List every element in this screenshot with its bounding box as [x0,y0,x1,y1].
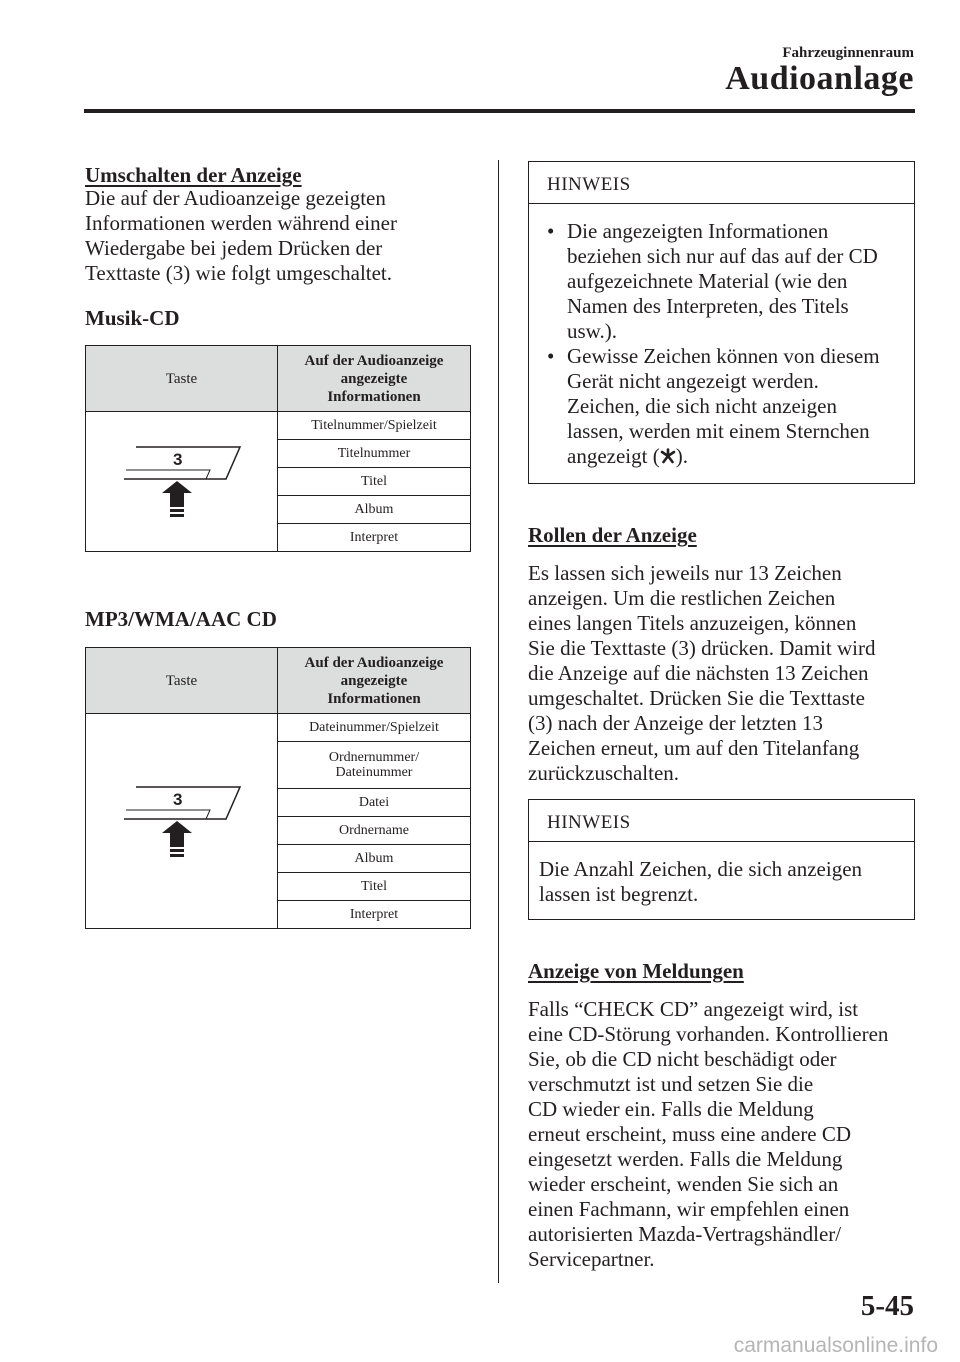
messages-paragraph: Falls “CHECK CD” angezeigt wird, ist eine CD-Störung vorhanden. Kontrollieren Sie, ob die CD nicht beschädigt oder verschmutzt ist und setzen Sie die CD wieder ein. Falls die Meldung erneut erscheint, muss eine andere CD eingesetzt werden. Falls die Meldung wieder erscheint, wenden Sie sich an einen Fachmann, wir empfehlen einen autorisierten Mazda-Vertragshändler/ Servicepartner. [528,997,889,1271]
note-title: HINWEIS [547,812,631,833]
bullet-dot: • [547,344,555,368]
note-box-1 [528,161,915,484]
col-header-key: Taste [86,648,278,714]
scroll-paragraph: Es lassen sich jeweils nur 13 Zeichen anzeigen. Um die restlichen Zeichen eines langen Titels anzuzeigen, können Sie die Texttaste (3) drücken. Damit wird die Anzeige auf die nächsten 13 Zeichen umgeschaltet. Drücken Sie die Texttaste (3) nach der Anzeige der letzten 13 Zeichen erneut, um auf den Titelanfang zurückzuschalten. [528,561,876,785]
text-button-cell [86,412,278,552]
note-separator [529,841,914,842]
display-option: Ordnernummer/ Dateinummer [278,742,471,789]
asterisk-icon [660,448,676,464]
bullet-dot: • [547,219,555,243]
header-rule [84,109,915,113]
section-title: Fahrzeuginnenraum [782,45,914,61]
watermark: carmanualsonline.info [733,1334,938,1357]
display-option: Titel [278,873,471,901]
page-number: 5-45 [860,1290,914,1322]
text-button-3-icon [122,439,242,519]
musik-cd-table [85,345,471,552]
mp3-cd-title: MP3/WMA/AAC CD [85,607,277,631]
text-button-3-icon [122,779,242,859]
text-button-cell [86,714,278,929]
display-option: Interpret [278,524,471,552]
heading-display-switch: Umschalten der Anzeige [85,163,302,187]
mp3-cd-table [85,647,471,929]
col-header-info: Auf der Audioanzeige angezeigte Informationen [278,648,471,714]
note-box-2 [528,799,915,920]
display-option: Ordnername [278,817,471,845]
note-bullet-2: Gewisse Zeichen können von diesem Gerät nicht angezeigt werden. Zeichen, die sich nicht anzeigen lassen, werden mit einem Sternchen angezeigt ( ). [567,344,880,468]
note-text: Die Anzahl Zeichen, die sich anzeigen lassen ist begrenzt. [539,857,863,906]
display-option: Titelnummer [278,440,471,468]
heading-scroll-display: Rollen der Anzeige [528,523,697,547]
col-header-info: Auf der Audioanzeige angezeigte Informationen [278,346,471,412]
note-title: HINWEIS [547,174,631,195]
display-option: Titelnummer/Spielzeit [278,412,471,440]
column-divider [498,160,499,1283]
intro-line: Texttaste (3) wie folgt umgeschaltet. [85,261,393,285]
note-bullet-1: Die angezeigten Informationen beziehen sich nur auf das auf der CD aufgezeichnete Material (wie den Namen des Interpreten, des Titels usw.). [567,219,878,343]
button-number: 3 [172,450,182,469]
display-option: Titel [278,468,471,496]
note-separator [529,203,914,204]
intro-line: Wiedergabe bei jedem Drücken der [85,236,383,260]
display-option: Album [278,845,471,873]
col-header-key: Taste [86,346,278,412]
intro-line: Die auf der Audioanzeige gezeigten [85,186,386,210]
display-option: Datei [278,789,471,817]
intro-paragraph [85,186,397,286]
musik-cd-title: Musik-CD [85,306,180,330]
display-option: Dateinummer/Spielzeit [278,714,471,742]
heading-messages: Anzeige von Meldungen [528,959,744,983]
chapter-title: Audioanlage [725,60,914,97]
intro-line: Informationen werden während einer [85,211,397,235]
display-option: Interpret [278,901,471,929]
button-number: 3 [172,789,182,809]
display-option: Album [278,496,471,524]
